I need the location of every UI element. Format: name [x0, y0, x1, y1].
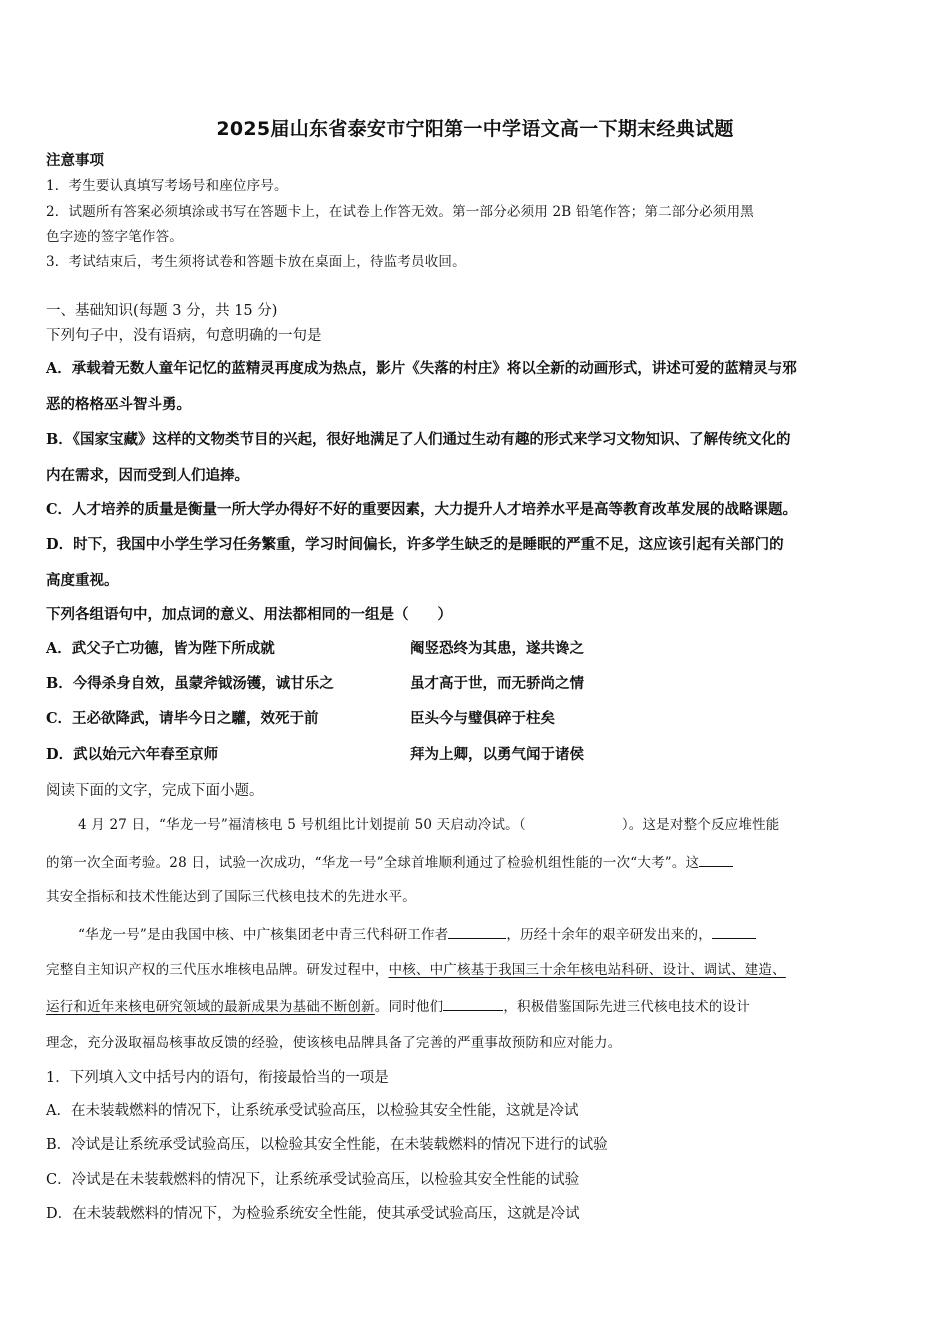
option-right: 虽才高于世，而无骄尚之情: [410, 675, 584, 692]
notice-heading: 注意事项: [46, 153, 104, 169]
option-line: D．时下，我国中小学生学习任务繁重，学习时间偏长，许多学生缺乏的是睡眠的严重不足，这应该引起有关部门的: [46, 536, 784, 553]
option-left: C．王必欲降武，请毕今日之驩，效死于前: [46, 710, 319, 727]
option-line: C．人才培养的质量是衡量一所大学办得好不好的重要因素，大力提升人才培养水平是高等教育改革发展的战略课题。: [46, 501, 798, 518]
passage-text: ，历经十余年的艰辛研发出来的，: [506, 927, 712, 943]
passage-line: [78, 924, 756, 945]
notice-item: 2．试题所有答案必须填涂或书写在答题卡上，在试卷上作答无效。第一部分必须用 2B 铅笔作答；第二部分必须用黑: [46, 204, 754, 220]
option-left: B．今得杀身自效，虽蒙斧钺汤镬，诚甘乐之: [46, 675, 334, 692]
option-row: [46, 639, 275, 659]
passage-line: 其安全指标和技术性能达到了国际三代核电技术的先进水平。: [46, 889, 416, 905]
passage-text: ，积极借鉴国际先进三代核电技术的设计: [503, 999, 750, 1015]
passage-line: 理念，充分汲取福岛核事故反馈的经验，使该核电品牌具备了完善的严重事故预防和应对能力。: [46, 1035, 622, 1051]
option-line: 恶的格格巫斗智斗勇。: [46, 396, 191, 413]
option-line: A．在未装载燃料的情况下，让系统承受试验高压，以检验其安全性能，这就是冷试: [46, 1103, 579, 1119]
option-row: [46, 674, 334, 694]
underlined-text: 运行和近年来核电研究领域的最新成果为基础不断创新: [46, 999, 375, 1015]
underlined-text: 中核、中广核基于我国三十余年核电站科研、设计、调试、建造、: [388, 962, 786, 978]
option-left: A．武父子亡功德，皆为陛下所成就: [46, 640, 275, 657]
option-line: B．《国家宝藏》这样的文物类节目的兴起，很好地满足了人们通过生动有趣的形式来学习文物知识、了解传统文化的: [46, 431, 791, 448]
passage-line: [46, 852, 733, 873]
reading-instruction: 阅读下面的文字，完成下面小题。: [46, 783, 264, 799]
option-left: D．武以始元六年春至京师: [46, 746, 219, 763]
passage-text: 。同时他们: [374, 999, 444, 1015]
option-right: 阉竖恐终为其患，遂共谗之: [410, 640, 584, 657]
option-right: 拜为上卿，以勇气闻于诸侯: [410, 746, 584, 763]
option-line: D．在未装载燃料的情况下，为检验系统安全性能，使其承受试验高压，这就是冷试: [46, 1206, 580, 1222]
question-stem: 下列句子中，没有语病，句意明确的一句是: [46, 328, 322, 344]
option-row: [46, 709, 319, 729]
passage-text: “华龙一号”是由我国中核、中广核集团老中青三代科研工作者: [78, 927, 449, 943]
question-stem: 下列各组语句中，加点词的意义、用法都相同的一组是（ ）: [46, 606, 452, 623]
option-line: 高度重视。: [46, 572, 119, 589]
question-stem: 1．下列填入文中括号内的语句，衔接最恰当的一项是: [46, 1070, 389, 1086]
passage-text: ）。这是对整个反应堆性能: [621, 817, 780, 833]
passage-line: [46, 996, 750, 1017]
section-heading: 一、基础知识(每题 3 分，共 15 分): [46, 303, 278, 319]
passage-line: [78, 815, 779, 835]
option-right: 臣头今与璧俱碎于柱矣: [410, 710, 555, 727]
notice-item: 3．考试结束后，考生须将试卷和答题卡放在桌面上，待监考员收回。: [46, 254, 466, 270]
passage-text: 完整自主知识产权的三代压水堆核电品牌。研发过程中，: [46, 962, 389, 978]
option-line: A．承载着无数人童年记忆的蓝精灵再度成为热点，影片《失落的村庄》将以全新的动画形式，讲述可爱的蓝精灵与邪: [46, 360, 797, 377]
page-title: 2025届山东省泰安市宁阳第一中学语文高一下期末经典试题: [216, 118, 734, 140]
fill-blank: [712, 924, 756, 939]
option-row: [46, 745, 218, 765]
option-line: C．冷试是在未装载燃料的情况下，让系统承受试验高压，以检验其安全性能的试验: [46, 1172, 580, 1188]
fill-blank: [699, 852, 733, 867]
passage-text: 的第一次全面考验。28 日，试验一次成功，“华龙一号”全球首堆顺利通过了检验机组性能的一次“大考”。这: [46, 855, 700, 871]
passage-line: [46, 960, 786, 980]
notice-item: 色字迹的签字笔作答。: [46, 229, 183, 245]
fill-blank: [448, 924, 506, 939]
option-line: 内在需求，因而受到人们追捧。: [46, 467, 249, 484]
option-line: B．冷试是让系统承受试验高压，以检验其安全性能，在未装载燃料的情况下进行的试验: [46, 1137, 608, 1153]
notice-item: 1．考生要认真填写考场号和座位序号。: [46, 178, 288, 194]
fill-blank: [443, 996, 503, 1011]
passage-text: 4 月 27 日，“华龙一号”福清核电 5 号机组比计划提前 50 天启动冷试。（: [78, 817, 526, 833]
